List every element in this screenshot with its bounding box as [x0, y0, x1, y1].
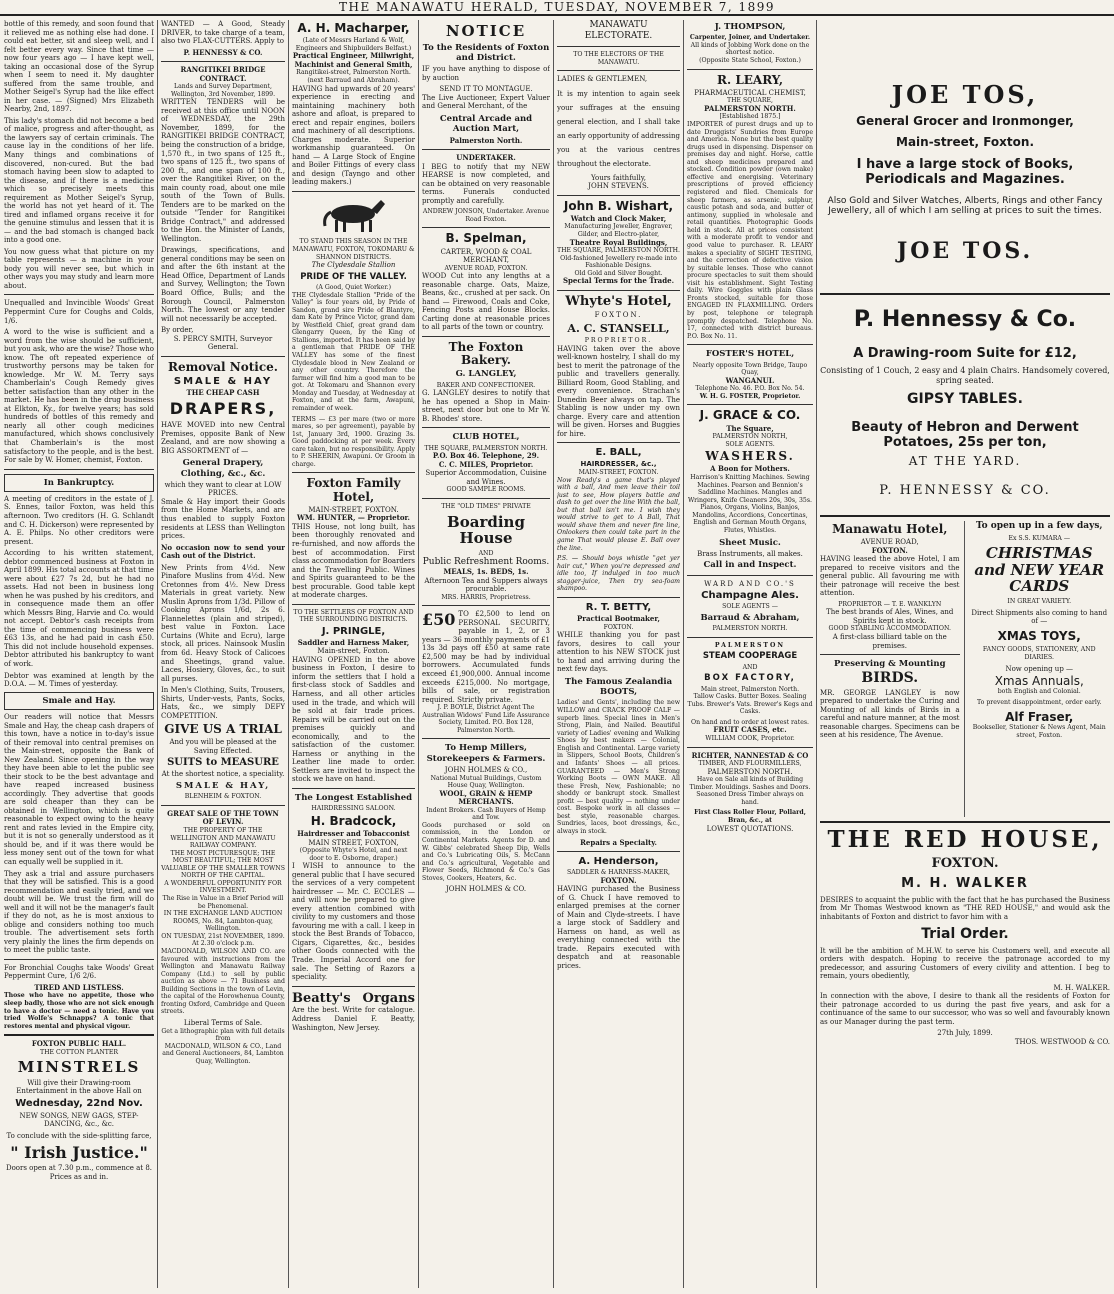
- column-rule: [683, 20, 684, 1288]
- ad-text: Main street, Palmerston North.: [700, 685, 800, 693]
- ad-text: Indent Brokers. Cash Buyers of Hemp and Tow.: [426, 806, 546, 822]
- ad-text: IF you have anything to dispose of by auction: [422, 65, 550, 82]
- ad-sig: J. P. BOYLE, District Agent The Australian Widows' Fund Life Assurance Society, Limited. P.O. Box 128, Palmerston North.: [422, 704, 550, 734]
- ad-sig: P. HENNESSY & CO.: [183, 47, 263, 57]
- club-hotel: CLUB HOTEL,: [452, 432, 520, 443]
- ad-text: Smale & Hay import their Goods from the Home Markets, and are thus enabled to supply Foxton residents at LESS than Wellington prices.: [161, 497, 285, 541]
- red-house-foxton: FOXTON.: [931, 856, 999, 872]
- article-text: Those who have no appetite, those who sleep badly, those who are not sick enough to have a doctor — need a tonic. Have you tried Wolfe's Schnapps? A tonic that restores mental and physical vigour.: [4, 992, 154, 1030]
- ad-sig: THOS. WESTWOOD & CO.: [1014, 1037, 1110, 1046]
- ad-text: National Mutual Buildings, Custom House Quay, Wellington.: [430, 774, 542, 790]
- column-rule: [816, 20, 817, 1288]
- article-text: They ask a trial and assure purchasers that they will be satisfied. This is a good recommendation and easily tried, and we doubt will be. We trust the firm will do well and it will not be the manager's fault if they do not, as he is most anxious to oblige and considers nothing too much trouble. The advertisement sets forth very plainly the lines the firm depends on to meet the public taste.: [4, 869, 154, 955]
- ad-text: THE Clydesdale Stallion "Pride of the Valley" is four years old, by Pride of Sandon, grand sire Pride of Blantyre, dam Kate by Prince Victor, grand dam by Westfield Chief, great grand dam Glengarry Queen, by the King of Stallions, imported. It has been said by a gentleman that PRIDE OF THE VALLEY has some of the finest Clydesdale blood in New Zealand or any other country. Therefore the farmer will find him a good man to be got. At Tokomaru and Shannon every Monday and Tuesday, at Wednesday at Foxton, and at the farm, Awapuni, remainder of week.: [292, 291, 415, 412]
- minstrels-songs: NEW SONGS, NEW GAGS, STEP-DANCING, &c., &c.: [19, 1111, 139, 1129]
- ad-text: Drawings, specifications, and general conditions may be seen on and after the 6th instant at the Head Office, Department of Lands and Survey, Wellington; the Town Board Office, Bulls; and the Borough Council, Palmerston North. The lowest or any tender will not necessarily be accepted.: [161, 246, 285, 323]
- ad-text: I BEG to notify that my NEW HEARSE is now completed, and can be obtained on very reasonable terms. Funerals conducted promptly and carefully.: [422, 162, 550, 205]
- ad-sig: ANDREW JONSON, Undertaker. Avenue Road Foxton.: [422, 208, 550, 223]
- gipsy-tables: GIPSY TABLES.: [907, 391, 1023, 408]
- minstrels-date: Wednesday, 22nd Nov.: [15, 1097, 143, 1109]
- ad-text: PALMERSTON NORTH.: [707, 767, 793, 776]
- preserving-title: Preserving & Mounting: [833, 659, 946, 670]
- ad-text: TO STAND THIS SEASON IN THE MANAWATU, FOXTON, TOKOMARU & SHANNON DISTRICTS.: [292, 238, 415, 261]
- ad-text: HAVE MOVED into new Central Premises, opposite Bank of New Zealand, and are now showing a BIG ASSORTMENT of —: [161, 421, 285, 455]
- column-rule: [553, 20, 554, 1288]
- joe-tos-title: JOE TOS,: [891, 80, 1039, 109]
- ad-text: WANTED — A Good, Steady DRIVER, to take charge of a team, also two FLAX-CUTTERS. Apply to: [161, 20, 285, 46]
- ad-text: THE MOST PICTURESQUE; THE MOST BEAUTIFUL; THE MOST VALUABLE OF THE SMALLER TOWNS NORTH OF THE CAPITAL.: [161, 849, 285, 880]
- ad-sig: MACDONALD, WILSON & CO., Land and General Auctioneers, 84, Lambton Quay, Wellington.: [162, 1042, 284, 1065]
- give-trial: GIVE US A TRIAL: [164, 722, 282, 737]
- masthead: [0, 0, 1114, 16]
- masthead-title: THE MANAWATU HERALD, TUESDAY, NOVEMBER 7, 1899: [338, 0, 776, 14]
- ad-text: JOHN HOLMES & CO.,: [444, 766, 528, 775]
- ad-text: THE SQUARE, PALMERSTON NORTH.: [557, 247, 680, 255]
- ad-text: (Opposite State School, Foxton.): [699, 57, 801, 65]
- minstrels-text: Will give their Drawing-room Entertainment in the above Hall on: [16, 1078, 142, 1096]
- ad-text: HAVING had upwards of 20 years' experience in erecting and maintaining machinery both ashore and afloat, is prepared to erect and repair engines, boilers and machinery of all descriptions. Charges moderate. Superior workmanship guaranteed. On hand — A Large Stock of Engine and Boiler Fittings of every class and design (Tayngo and other leading makers.): [292, 84, 415, 187]
- ad-text: BAKER AND CONFECTIONER.: [436, 381, 536, 389]
- article-text: This lady's stomach did not become a bed of malice, progress and after-thought, as the lawyers say of certain criminals. The cause lay in the conditions of her life. Many things and combinations of discovered, non-cured. But the bad stomach having been slow to adapted to the disease, and if there is a medicine which so precisely meets this requirement as Mother Seigel's Syrup, the world has not yet heard of it. The tired and inflamed organs receive it for the genuine stimulus and lessen that it is — and the bad stomach is changed back into a good one.: [4, 116, 154, 245]
- barraud-name: Barraud & Abraham,: [700, 612, 800, 623]
- ad-text: MAIN-STREET, FOXTON.: [578, 468, 659, 476]
- cooperage-title: STEAM COOPERAGE: [702, 651, 798, 662]
- split-row: [820, 521, 1110, 817]
- ad-text: To prevent disappointment, order early.: [976, 699, 1102, 707]
- ad-heading: UNDERTAKER.: [456, 153, 516, 163]
- column-rule: [418, 20, 419, 1288]
- ad-text: TERMS — £3 per mare (two or more mares, so per agreement), payable by 1st, January 3rd, 1900. Grazing 3s. Good paddocking at per week. Every care taken, but no responsibility. Apply to P. SHEERIN, Awapuni. Or Groom in charge.: [292, 415, 415, 468]
- ad-text: Superior Accommodation, Cuisine and Wines.: [425, 469, 547, 486]
- bradcock-name: H. Bradcock,: [310, 813, 397, 828]
- ad-text: A Boon for Mothers.: [710, 464, 790, 474]
- ad-text: LOWEST QUOTATIONS.: [706, 824, 794, 833]
- ad-text: WARD AND CO.'S: [704, 579, 796, 588]
- ball-name: E. BALL,: [595, 447, 642, 459]
- spelman-name: B. Spelman,: [445, 231, 527, 246]
- article-text: Unequalled and Invincible Woods' Great Peppermint Cure for Coughs and Colds, 1/6.: [4, 299, 154, 325]
- macharper-name: A. H. Macharper,: [297, 21, 410, 35]
- ad-text: By order,: [161, 326, 194, 335]
- ad-text: AVENUE ROAD,: [860, 538, 919, 547]
- ad-text: MAIN-STREET, FOXTON.: [308, 505, 399, 514]
- ad-text: MACDONALD, WILSON AND CO. are favoured with instructions from the Wellington and Manawatu Railway Company (Ltd.) to sell by public auction as above — 71 Business and Building Sections in the town of Levin, the capital of the Horowhenua County, fronting Oxford, Cambridge and Queen streets.: [161, 947, 285, 1016]
- smale-hay: SMALE & HAY: [173, 375, 273, 387]
- joe-sub: General Grocer and Ironmonger,: [856, 114, 1074, 129]
- ad-text: First Class Roller Flour, Pollard, Bran, &c., at: [694, 809, 806, 824]
- ad-text: Yours faithfully,: [590, 173, 647, 182]
- general-drapery: General Drapery, Clothing, &c., &c.: [180, 458, 266, 479]
- joe-books: I have a large stock of Books, Periodicals and Magazines.: [856, 156, 1074, 187]
- ad-text: WRITTEN TENDERS will be received at this office until NOON of WEDNESDAY, the 29th November, 1899, for the RANGITIKEI BRIDGE CONTRACT, being the construction of a bridge, 1,570 ft., in two spans of 125 ft., two spans of 125 ft., two spans of 200 ft., and one span of 100 ft., over the Rangitikei River, on the main county road, about one mile south of the Town of Bulls. Tenders are to be marked on the outside "Tender for Rangitikei Bridge Contract," and addressed to the Hon. the Minister of Lands, Wellington.: [161, 98, 285, 243]
- ad-text: PALMERSTON NORTH.: [712, 625, 788, 633]
- farce-title: " Irish Justice.": [10, 1142, 148, 1162]
- ad-text: I WISH to announce to the general public that I have secured the services of a very competent hairdresser — Mr. C. ECCLES — and will now be prepared to give every attention combined with civility to my customers and those favouring me with a call. I keep in stock the Best Brands of Tobacco, Cigars, Cigarettes, &c., besides other Goods connected with the Trade. Imperial Accord one for sale. The Setting of Razors a speciality.: [292, 862, 415, 982]
- column-6: [687, 20, 813, 1290]
- ad-text: SOLE AGENTS —: [722, 603, 778, 611]
- ad-text: HAIRDRESSING SALOON.: [311, 805, 396, 813]
- ad-text: Special Terms for the Trade.: [562, 276, 674, 286]
- ad-text: TO THE ELECTORS OF THE MANAWATU.: [573, 50, 664, 66]
- ad-text: In Men's Clothing, Suits, Trousers, Shirts, Under-vests, Pants, Socks, Hats, &c., we simply DEFY COMPETITION.: [161, 686, 285, 720]
- pride-title: PRIDE OF THE VALLEY.: [300, 271, 407, 282]
- article-text: A word to the wise is sufficient and a word from the wise should be sufficient, but you ask, who are the wise? Those who know. The oft repeated experience of trustworthy persons may be taken for knowledge. Mr W. M. Terry says Chamberlain's Cough Remedy gives better satisfaction than any other in the market. He has been in the drug business at Elkton, Ky., for twelve years; has sold hundreds of bottles of this remedy and nearly all other cough medicines manufactured, which shows conclusively that Chamberlain's is the most satisfactory to the people, and is the best. For sale by W. Homer, chemist, Foxton.: [4, 328, 154, 465]
- ad-text: 27th July, 1899.: [937, 1029, 993, 1038]
- betty-name: R. T. BETTY,: [585, 601, 652, 613]
- ad-text: WANGANUI.: [725, 375, 775, 385]
- ad-sig: S. PERCY SMITH, Surveyor General.: [173, 334, 273, 352]
- ad-text: FOXTON.: [594, 311, 643, 320]
- hall-title: FOXTON PUBLIC HALL.: [31, 1039, 127, 1049]
- ad-text: Get a lithographic plan with full details from: [161, 1027, 285, 1043]
- horse-icon: [292, 196, 415, 237]
- ad-text: PALMERSTON NORTH.: [704, 103, 796, 113]
- drawing-suite: A Drawing-room Suite for £12,: [853, 346, 1077, 362]
- ad-text: Tallow Casks. Butter Boxes. Sealing Tubs. Brewer's Vats. Brewer's Kegs and Casks.: [687, 693, 813, 716]
- ad-text: Telephone No. 46. P.O. Box No. 54.: [695, 385, 805, 393]
- bakery-title: The Foxton Bakery.: [448, 339, 524, 368]
- ad-sig: JOHN HOLMES & CO.: [445, 885, 527, 894]
- ad-text: Direct Shipments also coming to hand of —: [971, 608, 1108, 626]
- walker-name: M. H. WALKER: [901, 876, 1029, 892]
- ad-text: HAVING purchased the Business of G. Chuck I have removed to enlarged premises at the corner of Main and Clyde-streets. I have a large stock of Saddlery and Harness on hand, as well as everything connected with the trade. Repairs executed with despatch and at reasonable prices.: [557, 885, 680, 970]
- ad-text: On hand and to order at lowest rates.: [691, 718, 809, 726]
- ad-text: Public Refreshment Rooms.: [422, 557, 550, 568]
- ad-sig: MRS. HARRIS, Proprietress.: [441, 593, 531, 601]
- ad-text: WILLIAM COOK, Proprietor.: [705, 734, 795, 742]
- column-3: [292, 20, 415, 1290]
- ad-text: which they want to clear at LOW PRICES.: [164, 480, 282, 498]
- ad-heading: To Hemp Millers, Storekeepers & Farmers.: [426, 743, 546, 764]
- ad-text: The best brands of Ales, Wines, and Spirits kept in stock.: [826, 608, 954, 625]
- at-yard: AT THE YARD.: [908, 454, 1022, 469]
- ad-text: Nearly opposite Town Bridge, Taupo Quay,: [692, 361, 808, 377]
- heading-bankruptcy: In Bankruptcy.: [4, 474, 154, 492]
- ad-heading: Call in and Inspect.: [703, 560, 797, 571]
- ad-text: W. H. G. FOSTER, Proprietor.: [699, 392, 801, 400]
- joe-also: Also Gold and Silver Watches, Alberts, Rings and other Fancy Jewellery, all of which I am selling at prices to suit the times.: [827, 195, 1103, 217]
- ad-text: Brass Instruments, all makes.: [697, 549, 803, 558]
- ad-text: Afternoon Tea and Suppers always procurable.: [424, 576, 548, 594]
- ad-text: SEND IT TO MONTAGUE.: [439, 85, 533, 94]
- article-text: According to his written statement, debtor commenced business at Foxton in April 1899. His total accounts at that time were about £27 7s 2d, but he had no assets. Had not been in business long when he was pushed by his creditors, and in consequence made them an offer which Messrs Bing, Harvie and Co. would not accept. Debtor's cash receipts from the time of commencing business were £63 13s, and he had paid in cash £50. This did not include household expenses. Debtor attributed his bankruptcy to want of work.: [4, 549, 154, 669]
- drapers: DRAPERS,: [169, 399, 277, 419]
- thompson-name: J. THOMPSON,: [714, 22, 786, 32]
- whytes-hotel: Whyte's Hotel,: [565, 293, 672, 309]
- suits-measure: SUITS to MEASURE: [167, 757, 279, 769]
- red-house-title: THE RED HOUSE,: [827, 825, 1103, 853]
- hennessy-title: P. Hennessy & Co.: [853, 307, 1077, 333]
- article-text: You now guess what that picture on my table represents — a machine in your body you will never see, but which in other ways you may study and learn more about.: [4, 247, 154, 290]
- ad-text: THIS House, not long built, has been thoroughly renovated and re-furnished, and now affords the best of accommodation. First class accommodation for Boarders and the Travelling Public. Wines and Spirits guaranteed to be the best procurable. Good table kept at moderate charges.: [292, 522, 415, 600]
- trial-order: Trial Order.: [921, 925, 1009, 942]
- ad-text: Carpenter, Joiner, and Undertaker.: [689, 34, 811, 42]
- ad-text: LADIES & GENTLEMEN,: [557, 75, 648, 84]
- ad-text: WOOD Cut into any lengths at a reasonable charge. Oats, Maize, Beans, &c., crushed at per sack. On hand — Firewood, Coals and Coke, Fencing Posts and House Blocks. Carting done at reasonable prices to all parts of the town or country.: [422, 272, 550, 332]
- manawatu-hotel-ad: [820, 521, 965, 817]
- xmas-toys: XMAS TOYS,: [997, 628, 1081, 643]
- washers-title: WASHERS.: [705, 449, 795, 464]
- ad-text: All kinds of Jobbing Work done on the shortest notice.: [690, 41, 810, 57]
- ad-text: HAIRDRESSER, &c.,: [580, 460, 657, 469]
- ad-heading: RANGITIKEI BRIDGE CONTRACT.: [180, 65, 266, 83]
- ad-heading: The Famous Zealandia BOOTS,: [564, 676, 673, 698]
- article-text: Our readers will notice that Messrs Smale and Hay, the cheap cash drapers of this town, have a notice in to-day's issue of their removal into central premises on the Main-street, opposite the Bank of New Zealand. Since opening in the way they have been able to let the public see their stock to be the best advantage and have reaped increased business accordingly. They advertise that goods are sold cheaper than they can be obtained in Wellington, which is quite reasonable to expect owing to the heavy rent and rates levied in the Empire city, but it is not so generally understood as it should be, and if it was there would be less money sent out of the town for what can equally well be supplied in it.: [4, 712, 154, 866]
- ad-text: A first-class billiard table on the premises.: [832, 633, 947, 650]
- ad-text: It will be the ambition of M.H.W. to serve his Customers well, and execute all orders with despatch. Hoping to receive the patronage accorded to my predecessor, and assuring Customers of every civility and attention. I beg to remain, yours obediently,: [820, 946, 1110, 981]
- ad-text: A WONDERFUL OPPORTUNITY FOR INVESTMENT.: [164, 879, 282, 895]
- ad-text: HAVING leased the above Hotel, I am prepared to receive visitors and the general public. All favouring me with their patronage will receive the best attention.: [820, 555, 960, 598]
- ad-text: IMPORTER of purest drugs and up to date Druggists' Sundries from Europe and America. None but the best quality drugs used in dispensing. Dispenser on premises day and night. Horse, cattle and sheep medicines prepared and stocked. Condition powder (own make) effective and energising. Veterinary prescriptions of proved efficiency registered and filed. Chemicals for sheep farmers, as arsenic, sulphur, caustic potash and soda, and butter of antimony, supplied in wholesale and retail quantities. Photographic Goods held in stock. All at prices consistent with a moderate profit to vendor and good value to purchaser. R. LEARY makes a speciality of SIGHT TESTING, and the correction of defective vision by suitable lenses. Those who cannot procure spectacles to suit them should visit his establishment. Sight Testing daily. Wire Goggles with plain Glass Fronts stocked, suitable for those ENGAGED IN FLAXMILLING. Orders by post, telephone or telegraph promptly despatched. Telephone No. 17, connected with district bureaus. P.O. Box No. 11.: [687, 120, 813, 340]
- box-factory: BOX FACTORY,: [704, 673, 796, 684]
- ad-text: WOOL, GRAIN & HEMP MERCHANTS.: [439, 788, 533, 807]
- ad-text: Are the best. Write for catalogue. Address Daniel F. Beatty, Washington, New Jersey.: [292, 1006, 415, 1032]
- ad-text: Old Gold and Silver Bought.: [574, 269, 663, 277]
- longest-title: The Longest Established: [294, 792, 413, 803]
- ad-text: PALMERSTON: [714, 641, 786, 649]
- ad-text: AVENUE ROAD, FOXTON.: [444, 264, 528, 272]
- smale-hay-2: SMALE & HAY,: [175, 781, 271, 791]
- ad-text: HAVING OPENED in the above business in Foxton, I desire to inform the settlers that I hold a first-class stock of Saddles and Harness, and all other articles used in the trade, and which will be sold at fair trade prices. Repairs will be carried out on the premises quickly and economically, and to the satisfaction of the customer. Harness or anything in the Leather line made to order. Settlers are invited to inspect the stock we have on hand.: [292, 655, 415, 784]
- column-1: [4, 20, 154, 1290]
- ad-text: FOXTON.: [600, 875, 637, 885]
- ad-text: Practical Engineer, Millwright, Machinist and General Smith,: [292, 51, 415, 69]
- ad-text: Have on Sale all kinds of Building Timber. Mouldings. Sashes and Doors. Seasoned Dress Timber always on hand.: [689, 776, 811, 806]
- right-block: [820, 20, 1110, 1290]
- ad-text: THE SQUARE, PALMERSTON NORTH.: [424, 444, 548, 452]
- stansell-name: A. C. STANSELL,: [567, 321, 670, 335]
- ad-text: It is my intention to again seek your suffrages at the ensuing general election, and I shall take an early opportunity of addressing you at the various centres throughout the electorate.: [557, 89, 680, 168]
- ad-text: Now opening up —: [1005, 665, 1074, 674]
- ad-text: Now Ready's a game that's played with a ball, And men leave their toil just to see, How players battle and dash to get over the line With the ball, but that ball isn't me. I wish they would strive to get to A Ball, That would shave them and never fire line, Onlookers then could take part in the game That would please E. Ball over the line.: [557, 476, 680, 552]
- column-2: [161, 20, 285, 1290]
- joe-tos-footer: JOE TOS.: [896, 238, 1034, 265]
- ad-text: Bookseller, Stationer & News Agent, Main street, Foxton.: [972, 724, 1106, 739]
- ad-text: PROPRIETOR.: [584, 337, 653, 345]
- ad-text: MR. GEORGE LANGLEY is now prepared to undertake the Curing and Mounting of all kinds of Birds in a careful and nature manner, at the most reasonable charges. Specimens can be seen at his residence, The Avenue.: [820, 688, 960, 740]
- ad-text: FOXTON.: [871, 545, 908, 555]
- ad-text: C. C. MILES, Proprietor.: [438, 459, 534, 469]
- ad-text: Main-street, Foxton.: [317, 647, 390, 656]
- ad-sig: M. H. WALKER.: [1053, 983, 1110, 992]
- column-5: [557, 20, 680, 1290]
- ad-text: Theatre Royal Buildings,: [569, 237, 668, 247]
- ad-text: PALMERSTON NORTH,: [712, 433, 788, 441]
- ad-text: The Square,: [726, 423, 774, 433]
- ad-text: Rangitikei-street, Palmerston North. (next Barraud and Abraham).: [296, 69, 411, 84]
- ad-text: New Prints from 4½d. New Pinafore Muslins from 4½d. New Cretonnes from 4½. New Dress Materials in great variety. New Muslin Aprons from 1/3d. Pillow of Cooking Aprons 1/6d, 2s 6. Flannelettes (plain and striped), best value in Foxton. Lace Curtains (White and Ecru), large stock, all prices. Nainsook Muslin from 6d. Heavy Stock of Calicoes and Sheetings, grand value. Laces, Hosiery, Gloves, &c., to suit all purses.: [161, 563, 285, 683]
- ad-text: FRUIT CASES, etc.: [713, 725, 787, 735]
- doors-text: Doors open at 7.30 p.m., commence at 8. Prices as and in.: [5, 1164, 153, 1181]
- article-text: A meeting of creditors in the estate of J. S. Ennes, tailor Foxton, was held this afternoon. Two creditors (H. G. Schlandt and C. H. Dickerson) were represented by A. E. Philps. No other creditors were present.: [4, 494, 154, 546]
- champagne-ales: Champagne Ales.: [701, 590, 799, 602]
- grace-name: J. GRACE & CO.: [699, 408, 801, 423]
- ad-text: Repairs a Specialty.: [580, 837, 657, 847]
- pringle-name: J. PRINGLE,: [321, 625, 386, 637]
- langley-name: G. LANGLEY,: [455, 369, 517, 380]
- ad-text: both English and Colonial.: [997, 688, 1081, 696]
- ad-text: (Late of Messrs Harland & Wolf, Engineers and Shipbuilders Belfast.): [295, 37, 412, 52]
- ad-text: Practical Bootmaker,: [577, 613, 660, 623]
- ad-text: Watch and Clock Maker,: [570, 213, 667, 223]
- ad-text: TO £2,500 to lend on PERSONAL SECURITY, payable in 1, 2, or 3 years — 36 monthly payments of £1 13s 3d pays off £50 at same rate £2,500 may be had by individual borrowers. Accumulated funds exceed £1,900,000. Annual income exceeds £215,000. No mortgage, bills of sale, or registration required. Strictly private.: [422, 610, 550, 704]
- ad-text: GOOD SAMPLE ROOMS.: [446, 486, 526, 494]
- ad-text: Ex S.S. KUMARA —: [1008, 534, 1071, 542]
- ad-text: The Rise in Value in a Brief Period will be Phenomenal.: [162, 895, 284, 910]
- ad-text: Goods purchased or sold on commission, in the London or Continental Markets. Agents for D. and W. Gibbs' celebrated Sheep Dip, Wells and Co.'s Lubricating Oils, S. McCann and Co.'s agricultural, Vegetable and Flower Seeds, Richmond & Co.'s Gas Stoves, Cookers, Heaters, &c.: [422, 821, 550, 882]
- minstrels-conclude: To conclude with the side-splitting farce,: [6, 1131, 152, 1140]
- article-text: bottle of this remedy, and soon found that it relieved me as nothing else had done. I could eat better, sit and sleep well, and I felt better every way. Since that time — now four years ago — I have kept well, taking an occasional dose of the Syrup when I seem to need it. My daughter suffered from the same trouble, and Mother Seigel's Syrup had the like effect in her case. — (Signed) Mrs Elizabeth Nearby, 2nd, 1897.: [4, 20, 154, 114]
- ad-text: IN THE EXCHANGE LAND AUCTION ROOMS, No. 84, Lambton-quay, Wellington.: [163, 910, 283, 933]
- ad-text: Saddler and Harness Maker,: [297, 637, 410, 647]
- henderson-name: A. Henderson,: [578, 856, 659, 868]
- ad-text: SADDLER & HARNESS-MAKER,: [566, 869, 671, 877]
- ad-text: [Established 1875.]: [719, 113, 781, 121]
- hennessy-sig: P. HENNESSY & CO.: [879, 483, 1051, 499]
- joe-main: Main-street, Foxton.: [896, 135, 1034, 150]
- ad-text: BLENHEIM & FOXTON.: [184, 793, 262, 801]
- removal-notice: Removal Notice.: [168, 359, 278, 374]
- ad-text: ON TUESDAY, 21st NOVEMBER, 1899. At 2.30 o'clock p.m.: [161, 932, 285, 948]
- ad-text: Hairdresser and Tobacconist: [297, 828, 410, 838]
- ad-text: PROPRIETOR — T. E. WANKLYN: [838, 600, 942, 608]
- ad-text: The Live Auctioneer, Expert Valuer and General Merchant, of the: [422, 93, 550, 111]
- ad-text: P.S. — Should boys whistle "get yer hair cut," When you're depressed and idle too, If indulged in too much stagger-juice, Then try sea-foam shampoo.: [557, 555, 680, 593]
- ad-text: In connection with the above, I desire to thank all the residents of Foxton for their patronage accorded to us during the past five years, and ask for a continuance of the same to our successor, who was so well and favourably known as our Manager during the past term.: [820, 992, 1110, 1026]
- column-rule: [157, 20, 158, 1288]
- ad-text: Lands and Survey Department, Wellington, 3rd November, 1899.: [170, 83, 276, 98]
- ad-heading: GREAT SALE OF THE TOWN OF LEVIN.: [167, 808, 279, 827]
- heading-tired: TIRED AND LISTLESS.: [34, 982, 124, 992]
- ad-text: P.O. Box 46. Telephone, 29.: [432, 451, 540, 461]
- ad-text: HAVING taken over the above well-known hostelry, I shall do my best to merit the patronage of the public and travellers generally. Billiard Room, Good Stabling, and every convenience. Strachan's Dunedin Beer always on tap. The Stabling is now under my own charge. Every care and attention will be given. Horses and Buggies for hire.: [557, 344, 680, 438]
- ad-text: G. LANGLEY desires to notify that he has opened a Shop in Main-street, next door but one to Mr W. B. Rhodes' store.: [422, 389, 550, 423]
- manawatu-hotel: Manawatu Hotel,: [832, 521, 948, 536]
- xmas-cards: CHRISTMAS and NEW YEAR CARDS: [974, 544, 1105, 596]
- potatoes: Beauty of Hebron and Derwent Potatoes, 25s per ton,: [851, 419, 1079, 450]
- ad-text: IN GREAT VARIETY.: [1007, 597, 1072, 605]
- ad-text: THE "OLD TIMES" PRIVATE: [441, 503, 531, 510]
- column-rule: [288, 20, 289, 1288]
- notice-title: NOTICE: [445, 22, 527, 40]
- leary-name: R. LEARY,: [716, 72, 784, 87]
- ad-heading: Central Arcade and Auction Mart,: [439, 113, 533, 135]
- ad-text: And you will be pleased at the Saving Effected.: [169, 738, 277, 755]
- ad-text: No occasion now to send your Cash out of the District.: [161, 542, 285, 561]
- ad-text: MAIN STREET, FOXTON,: [308, 838, 399, 847]
- xmas-annuals: Xmas Annuals,: [994, 673, 1084, 688]
- ad-text: Old-fashioned Jewellery re-made into Fashionable Designs.: [560, 254, 677, 270]
- richter-name: RICHTER, NANNESTAD & CO: [691, 750, 809, 760]
- article-text: For Bronchial Coughs take Woods' Great Peppermint Cure, 1/6 2/6.: [4, 963, 154, 981]
- ad-heading: Sheet Music.: [719, 537, 781, 548]
- fraser-name: Alf Fraser,: [1005, 709, 1074, 724]
- ad-text: WHILE thanking you for past favors, desires to call your attention to his NEW STOCK just to hand and arriving during the next few days.: [557, 631, 680, 674]
- ad-text: WM. HUNTER, — Proprietor.: [297, 513, 410, 523]
- ad-text: (A Good, Quiet Worker.): [316, 283, 391, 291]
- ad-text: AND: [478, 549, 494, 557]
- wishart-name: John B. Wishart,: [563, 198, 674, 213]
- ad-text: Harrison's Knitting Machines. Sewing Machines. Pearson and Bennion's Saddline Machines. Mangles and Wringers, Knife Cleaners 20s, 30s, 35s. Pianos, Organs, Violins, Banjos, Mandolins, Accordions, Concertinas, English and German Mouth Organs, Flutes, Whistles.: [688, 474, 812, 534]
- ad-heading: MANAWATU ELECTORATE.: [584, 20, 653, 41]
- ad-text: At the shortest notice, a speciality.: [161, 770, 285, 779]
- hall-sub: THE COTTON PLANTER: [39, 1048, 119, 1056]
- ad-text: To open up in a few days,: [975, 520, 1103, 531]
- ad-text: TO THE SETTLERS OF FOXTON AND THE SURROUNDING DISTRICTS.: [293, 608, 414, 624]
- drawing-sub: Consisting of 1 Couch, 2 easy and 4 plain Chairs. Handsomely covered, spring seated.: [820, 365, 1110, 385]
- fraser-ad: [965, 521, 1111, 817]
- ad-text: Manufacturing Jeweller, Engraver, Gilder, and Electro-plater,: [564, 223, 673, 238]
- beatty-title: Beatty's Organs: [292, 990, 415, 1006]
- ad-sig: JOHN STEVENS.: [588, 182, 649, 191]
- cheap-cash: THE CHEAP CASH: [186, 387, 260, 397]
- boarding-house: Boarding House: [447, 512, 525, 548]
- ad-text: SOLE AGENTS.: [725, 440, 775, 448]
- minstrels-title: MINSTRELS: [17, 1058, 141, 1077]
- ad-text: AND: [742, 663, 758, 671]
- ad-text: Palmerston North.: [449, 135, 523, 145]
- ad-text: Liberal Terms of Sale.: [183, 1019, 263, 1028]
- ad-heading: To the Residents of Foxton and District.: [422, 42, 550, 63]
- ad-text: FOXTON.: [603, 623, 634, 631]
- column-4: [422, 20, 550, 1290]
- ad-text: CARTER, WOOD & COAL MERCHANT,: [440, 247, 532, 265]
- heading-smale: Smale and Hay.: [4, 692, 154, 710]
- ad-text: TIMBER, AND FLOURMILLERS,: [698, 760, 802, 768]
- foxton-family-hotel: Foxton Family Hotel,: [306, 476, 401, 504]
- ad-text: PHARMACEUTICAL CHEMIST,: [694, 88, 806, 97]
- loan-amount: £50: [422, 610, 456, 630]
- birds-title: BIRDS.: [861, 670, 919, 687]
- ad-text: THE SQUARE,: [727, 97, 773, 105]
- article-text: Debtor was examined at length by the D.O.A. — M. Times of yesterday.: [4, 671, 154, 689]
- ad-text: THE PROPERTY OF THE WELLINGTON AND MANAWATU RAILWAY COMPANY.: [170, 826, 276, 850]
- ad-text: The Clydesdale Stallion: [311, 261, 396, 270]
- ad-text: DESIRES to acquaint the public with the fact that he has purchased the Business from Mr Thomas Westwood known as "THE RED HOUSE," and would ask the inhabitants of Foxton and district to favor him with a: [820, 895, 1110, 921]
- ad-text: MEALS, 1s. BEDS, 1s.: [443, 567, 529, 577]
- ad-text: GOOD STABLING ACCOMMODATION.: [828, 625, 951, 633]
- ad-text: FANCY GOODS, STATIONERY, AND DIARIES.: [982, 646, 1096, 661]
- ad-text: (Opposite Whyte's Hotel, and next door to E. Osborne, draper.): [299, 847, 408, 862]
- fosters-hotel: FOSTER'S HOTEL,: [705, 349, 795, 360]
- ad-text: Ladies' and Gents', including the new WILLOW and CRACK PROOF CALF — superb lines. Special lines in Men's Strong, Plain, and Nailed. Beautiful variety of Ladies' evening and Walking Shoes by best makers — Colonial, English and Continental. Large variety in Slippers, School Boots, Children's and Infants' Shoes — all prices. GUARANTEED — Men's Strong Working Boots — OWN MAKE. All these Fresh, New, Fashionable; no shoddy or bankrupt stock. Smallest profit — best quality — nothing under cost. Bespoke work in all classes — best style, reasonable charges. Sundries, laces, boot dressings, &c., always in stock.: [557, 699, 680, 836]
